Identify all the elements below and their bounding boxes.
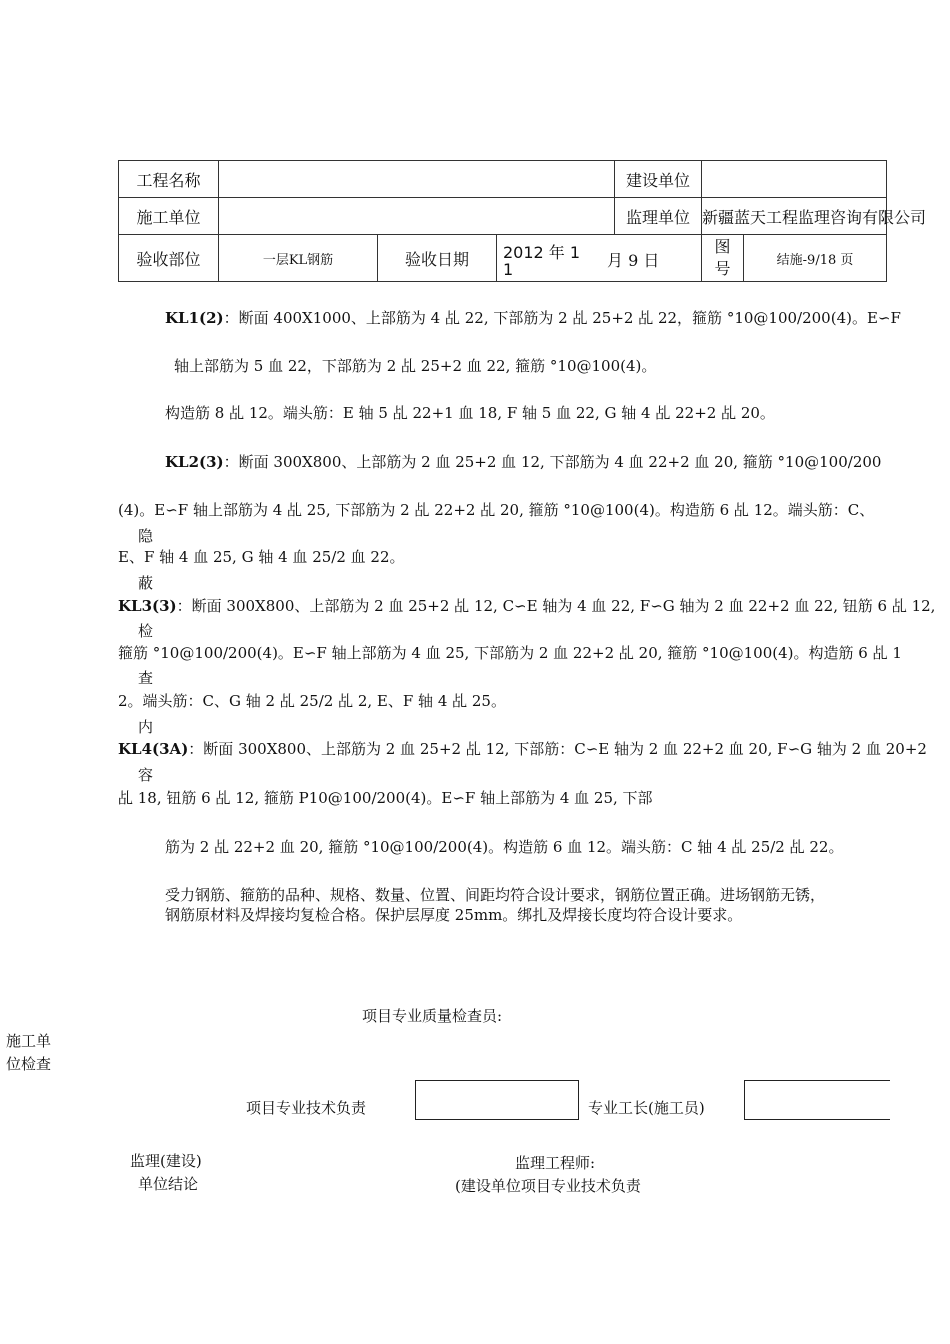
drawing-no-label-2: 号 (714, 259, 731, 278)
kl1-line-3: 构造筋 8 乩 12。端头筋：E 轴 5 乩 22+1 血 18, F 轴 5 血 22, G 轴 4 乩 22+2 乩 20。 (165, 404, 775, 422)
vertical-char-2: 蔽 (138, 574, 154, 592)
accept-part-label: 验收部位 (119, 235, 219, 282)
kl4-line-1: KL4(3A)：断面 300X800、上部筋为 2 血 25+2 乩 12, 下部筋：C∽E 轴为 2 血 22+2 血 20, F∽G 轴为 2 血 20+2 (118, 740, 927, 758)
vertical-char-4: 查 (138, 669, 154, 687)
kl4-title: KL4(3A) (118, 740, 189, 758)
vertical-char-3: 检 (138, 622, 154, 640)
date-month-digit: 1 (503, 260, 514, 279)
kl1-line-2: 轴上部筋为 5 血 22，下部筋为 2 乩 25+2 血 22, 箍筋 °10@100(4)。 (174, 357, 657, 375)
tech-lead-signature-box[interactable] (415, 1080, 579, 1120)
summary-line-1: 受力钢筋、箍筋的品种、规格、数量、位置、间距均符合设计要求，钢筋位置正确。进场钢筋无锈， (165, 886, 826, 904)
vertical-char-6: 容 (138, 766, 154, 784)
kl4-line-3: 筋为 2 乩 22+2 血 20, 箍筋 °10@100/200(4)。构造筋 6 血 12。端头筋：C 轴 4 乩 25/2 乩 22。 (165, 838, 844, 856)
supervision-engineer-label: 监理工程师: (515, 1154, 596, 1172)
construct-unit-check-1: 施工单 (6, 1032, 52, 1050)
kl4-line-2: 乩 18, 钮筋 6 乩 12, 箍筋 P10@100/200(4)。E∽F 轴上部筋为 4 血 25, 下部 (118, 789, 653, 807)
date-year-month: 2012 年 1 (503, 243, 581, 262)
vertical-char-1: 隐 (138, 527, 154, 545)
summary-line-2: 钢筋原材料及焊接均复检合格。保护层厚度 25mm。绑扎及焊接长度均符合设计要求。 (165, 906, 743, 924)
build-unit-tech-label: (建设单位项目专业技术负责 (455, 1177, 641, 1195)
kl2-line-1: KL2(3)：断面 300X800、上部筋为 2 血 25+2 血 12, 下部筋为 4 血 22+2 血 20, 箍筋 °10@100/200 (165, 453, 882, 471)
construct-unit-value (219, 198, 615, 235)
build-unit-label: 建设单位 (615, 161, 702, 198)
kl2-line-3: E、F 轴 4 血 25, G 轴 4 血 25/2 血 22。 (118, 548, 405, 566)
vertical-char-5: 内 (138, 718, 154, 736)
supervision-conclusion-1: 监理(建设) (130, 1152, 202, 1170)
date-day: 月 9 日 (607, 251, 660, 270)
kl2-line-2: (4)。E∽F 轴上部筋为 4 乩 25, 下部筋为 2 乩 22+2 乩 20, 箍筋 °10@100(4)。构造筋 6 乩 12。端头筋：C、 (118, 501, 875, 519)
foreman-signature-box[interactable] (744, 1080, 890, 1120)
supervision-conclusion-2: 单位结论 (138, 1175, 199, 1193)
inspector-label: 项目专业质量检查员: (362, 1007, 503, 1025)
drawing-no-label-1: 图 (714, 237, 731, 256)
header-table (118, 160, 927, 282)
supervise-unit-label: 监理单位 (615, 198, 702, 235)
kl1-line-1: KL1(2)：断面 400X1000、上部筋为 4 乩 22, 下部筋为 2 乩 25+2 乩 22，箍筋 °10@100/200(4)。E∽F (165, 309, 901, 327)
foreman-label: 专业工长(施工员) (588, 1099, 705, 1117)
project-name-label: 工程名称 (119, 161, 219, 198)
accept-part-value: 一层KL钢筋 (219, 235, 378, 282)
construct-unit-check-2: 位检查 (6, 1055, 52, 1073)
kl3-line-1: KL3(3)：断面 300X800、上部筋为 2 血 25+2 乩 12, C∽E 轴为 4 血 22, F∽G 轴为 2 血 22+2 血 22, 钮筋 6 乩 12, (118, 597, 936, 615)
project-name-value (219, 161, 615, 198)
kl2-title: KL2(3) (165, 453, 224, 471)
build-unit-value (702, 161, 887, 198)
kl3-title: KL3(3) (118, 597, 177, 615)
kl3-line-2: 箍筋 °10@100/200(4)。E∽F 轴上部筋为 4 血 25, 下部筋为 2 血 22+2 乩 20, 箍筋 °10@100(4)。构造筋 6 乩 1 (118, 644, 902, 662)
kl3-line-3: 2。端头筋：C、G 轴 2 乩 25/2 乩 2, E、F 轴 4 乩 25。 (118, 692, 506, 710)
kl1-title: KL1(2) (165, 309, 224, 327)
tech-lead-label: 项目专业技术负责 (246, 1099, 367, 1117)
accept-date-value (497, 235, 702, 282)
supervise-unit-value: 新疆蓝天工程监理咨询有限公司 (702, 198, 887, 235)
drawing-no-value: 结施-9/18 页 (744, 235, 887, 282)
drawing-no-label (702, 235, 744, 282)
accept-date-label: 验收日期 (378, 235, 497, 282)
construct-unit-label: 施工单位 (119, 198, 219, 235)
